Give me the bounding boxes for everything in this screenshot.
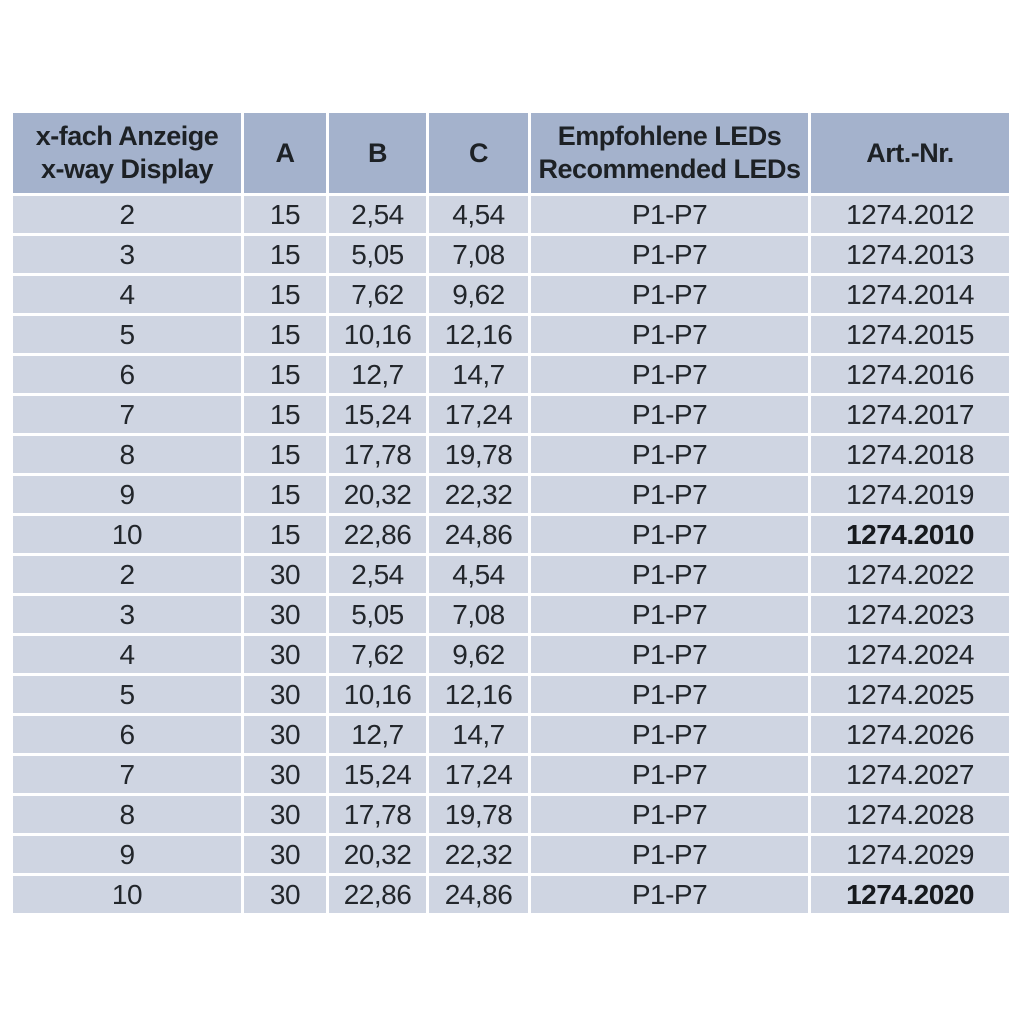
cell-art: 1274.2013 bbox=[811, 236, 1009, 273]
cell-art: 1274.2022 bbox=[811, 556, 1009, 593]
column-header-label: Art.-Nr. bbox=[866, 137, 954, 168]
cell-display: 8 bbox=[13, 796, 241, 833]
column-header-label: x-way Display bbox=[40, 154, 214, 184]
cell-art: 1274.2014 bbox=[811, 276, 1009, 313]
cell-display: 6 bbox=[13, 356, 241, 393]
cell-c: 24,86 bbox=[429, 876, 528, 913]
column-header-display bbox=[13, 113, 241, 193]
cell-display: 10 bbox=[13, 876, 241, 913]
table-row bbox=[13, 876, 1009, 913]
cell-b: 20,32 bbox=[329, 836, 426, 873]
cell-display: 4 bbox=[13, 636, 241, 673]
cell-c: 19,78 bbox=[429, 796, 528, 833]
table-row bbox=[13, 476, 1009, 513]
cell-c: 22,32 bbox=[429, 476, 528, 513]
cell-art: 1274.2016 bbox=[811, 356, 1009, 393]
table-row bbox=[13, 236, 1009, 273]
cell-display: 2 bbox=[13, 196, 241, 233]
cell-a: 15 bbox=[244, 276, 326, 313]
cell-c: 7,08 bbox=[429, 236, 528, 273]
cell-b: 2,54 bbox=[329, 196, 426, 233]
cell-art: 1274.2026 bbox=[811, 716, 1009, 753]
cell-leds: P1-P7 bbox=[531, 796, 808, 833]
cell-leds: P1-P7 bbox=[531, 396, 808, 433]
cell-art: 1274.2020 bbox=[811, 876, 1009, 913]
table-row bbox=[13, 516, 1009, 553]
cell-display: 3 bbox=[13, 596, 241, 633]
cell-b: 10,16 bbox=[329, 676, 426, 713]
cell-display: 7 bbox=[13, 396, 241, 433]
cell-leds: P1-P7 bbox=[531, 476, 808, 513]
column-header-c bbox=[429, 113, 528, 193]
column-header-label: Empfohlene LEDs bbox=[557, 121, 782, 151]
header-row bbox=[13, 113, 1009, 193]
cell-b: 12,7 bbox=[329, 356, 426, 393]
cell-c: 22,32 bbox=[429, 836, 528, 873]
cell-b: 15,24 bbox=[329, 396, 426, 433]
cell-display: 6 bbox=[13, 716, 241, 753]
cell-c: 24,86 bbox=[429, 516, 528, 553]
cell-a: 15 bbox=[244, 356, 326, 393]
table-row bbox=[13, 756, 1009, 793]
column-header-art bbox=[811, 113, 1009, 193]
cell-b: 5,05 bbox=[329, 236, 426, 273]
column-header-label: B bbox=[368, 137, 387, 168]
table-row bbox=[13, 556, 1009, 593]
table-row bbox=[13, 836, 1009, 873]
cell-display: 4 bbox=[13, 276, 241, 313]
column-header-label: C bbox=[469, 137, 488, 168]
cell-b: 5,05 bbox=[329, 596, 426, 633]
cell-leds: P1-P7 bbox=[531, 276, 808, 313]
column-header-label: x-fach Anzeige bbox=[35, 121, 219, 151]
cell-b: 2,54 bbox=[329, 556, 426, 593]
cell-c: 9,62 bbox=[429, 636, 528, 673]
cell-display: 7 bbox=[13, 756, 241, 793]
cell-art: 1274.2015 bbox=[811, 316, 1009, 353]
table-body bbox=[13, 196, 1009, 913]
cell-a: 15 bbox=[244, 476, 326, 513]
cell-art: 1274.2029 bbox=[811, 836, 1009, 873]
cell-leds: P1-P7 bbox=[531, 876, 808, 913]
cell-leds: P1-P7 bbox=[531, 716, 808, 753]
product-table-wrap bbox=[10, 110, 1012, 916]
cell-leds: P1-P7 bbox=[531, 756, 808, 793]
cell-display: 10 bbox=[13, 516, 241, 553]
cell-leds: P1-P7 bbox=[531, 356, 808, 393]
cell-display: 2 bbox=[13, 556, 241, 593]
table-row bbox=[13, 356, 1009, 393]
table-row bbox=[13, 316, 1009, 353]
cell-art: 1274.2024 bbox=[811, 636, 1009, 673]
cell-a: 30 bbox=[244, 796, 326, 833]
cell-a: 30 bbox=[244, 836, 326, 873]
cell-leds: P1-P7 bbox=[531, 436, 808, 473]
cell-a: 30 bbox=[244, 556, 326, 593]
column-header-label: A bbox=[275, 137, 295, 168]
cell-b: 20,32 bbox=[329, 476, 426, 513]
table-row bbox=[13, 796, 1009, 833]
table-row bbox=[13, 596, 1009, 633]
cell-c: 17,24 bbox=[429, 396, 528, 433]
cell-c: 14,7 bbox=[429, 356, 528, 393]
table-row bbox=[13, 196, 1009, 233]
cell-leds: P1-P7 bbox=[531, 556, 808, 593]
column-header-leds bbox=[531, 113, 808, 193]
cell-a: 15 bbox=[244, 436, 326, 473]
cell-art: 1274.2028 bbox=[811, 796, 1009, 833]
cell-a: 15 bbox=[244, 196, 326, 233]
cell-a: 30 bbox=[244, 676, 326, 713]
cell-c: 4,54 bbox=[429, 196, 528, 233]
cell-display: 9 bbox=[13, 836, 241, 873]
cell-c: 12,16 bbox=[429, 316, 528, 353]
cell-leds: P1-P7 bbox=[531, 236, 808, 273]
cell-display: 3 bbox=[13, 236, 241, 273]
cell-leds: P1-P7 bbox=[531, 596, 808, 633]
cell-art: 1274.2018 bbox=[811, 436, 1009, 473]
cell-c: 9,62 bbox=[429, 276, 528, 313]
cell-display: 9 bbox=[13, 476, 241, 513]
cell-leds: P1-P7 bbox=[531, 836, 808, 873]
cell-a: 15 bbox=[244, 316, 326, 353]
cell-b: 17,78 bbox=[329, 796, 426, 833]
cell-a: 15 bbox=[244, 396, 326, 433]
cell-leds: P1-P7 bbox=[531, 676, 808, 713]
cell-b: 15,24 bbox=[329, 756, 426, 793]
cell-leds: P1-P7 bbox=[531, 196, 808, 233]
cell-c: 14,7 bbox=[429, 716, 528, 753]
cell-a: 30 bbox=[244, 716, 326, 753]
cell-b: 17,78 bbox=[329, 436, 426, 473]
cell-art: 1274.2019 bbox=[811, 476, 1009, 513]
cell-display: 5 bbox=[13, 676, 241, 713]
table-row bbox=[13, 436, 1009, 473]
table-row bbox=[13, 276, 1009, 313]
cell-b: 22,86 bbox=[329, 876, 426, 913]
table-row bbox=[13, 396, 1009, 433]
cell-c: 4,54 bbox=[429, 556, 528, 593]
product-table bbox=[10, 110, 1012, 916]
cell-a: 30 bbox=[244, 636, 326, 673]
cell-leds: P1-P7 bbox=[531, 516, 808, 553]
column-header-b bbox=[329, 113, 426, 193]
cell-b: 12,7 bbox=[329, 716, 426, 753]
cell-c: 19,78 bbox=[429, 436, 528, 473]
cell-a: 30 bbox=[244, 596, 326, 633]
cell-art: 1274.2023 bbox=[811, 596, 1009, 633]
column-header-label: Recommended LEDs bbox=[538, 154, 801, 184]
cell-a: 15 bbox=[244, 236, 326, 273]
cell-leds: P1-P7 bbox=[531, 636, 808, 673]
cell-a: 30 bbox=[244, 876, 326, 913]
cell-b: 22,86 bbox=[329, 516, 426, 553]
cell-art: 1274.2012 bbox=[811, 196, 1009, 233]
cell-display: 5 bbox=[13, 316, 241, 353]
cell-c: 17,24 bbox=[429, 756, 528, 793]
cell-b: 7,62 bbox=[329, 276, 426, 313]
cell-b: 7,62 bbox=[329, 636, 426, 673]
table-row bbox=[13, 636, 1009, 673]
cell-art: 1274.2010 bbox=[811, 516, 1009, 553]
column-header-a bbox=[244, 113, 326, 193]
cell-c: 12,16 bbox=[429, 676, 528, 713]
cell-art: 1274.2027 bbox=[811, 756, 1009, 793]
cell-a: 15 bbox=[244, 516, 326, 553]
table-row bbox=[13, 676, 1009, 713]
cell-leds: P1-P7 bbox=[531, 316, 808, 353]
cell-b: 10,16 bbox=[329, 316, 426, 353]
cell-display: 8 bbox=[13, 436, 241, 473]
cell-a: 30 bbox=[244, 756, 326, 793]
cell-art: 1274.2025 bbox=[811, 676, 1009, 713]
table-row bbox=[13, 716, 1009, 753]
cell-art: 1274.2017 bbox=[811, 396, 1009, 433]
table-header bbox=[13, 113, 1009, 193]
cell-c: 7,08 bbox=[429, 596, 528, 633]
